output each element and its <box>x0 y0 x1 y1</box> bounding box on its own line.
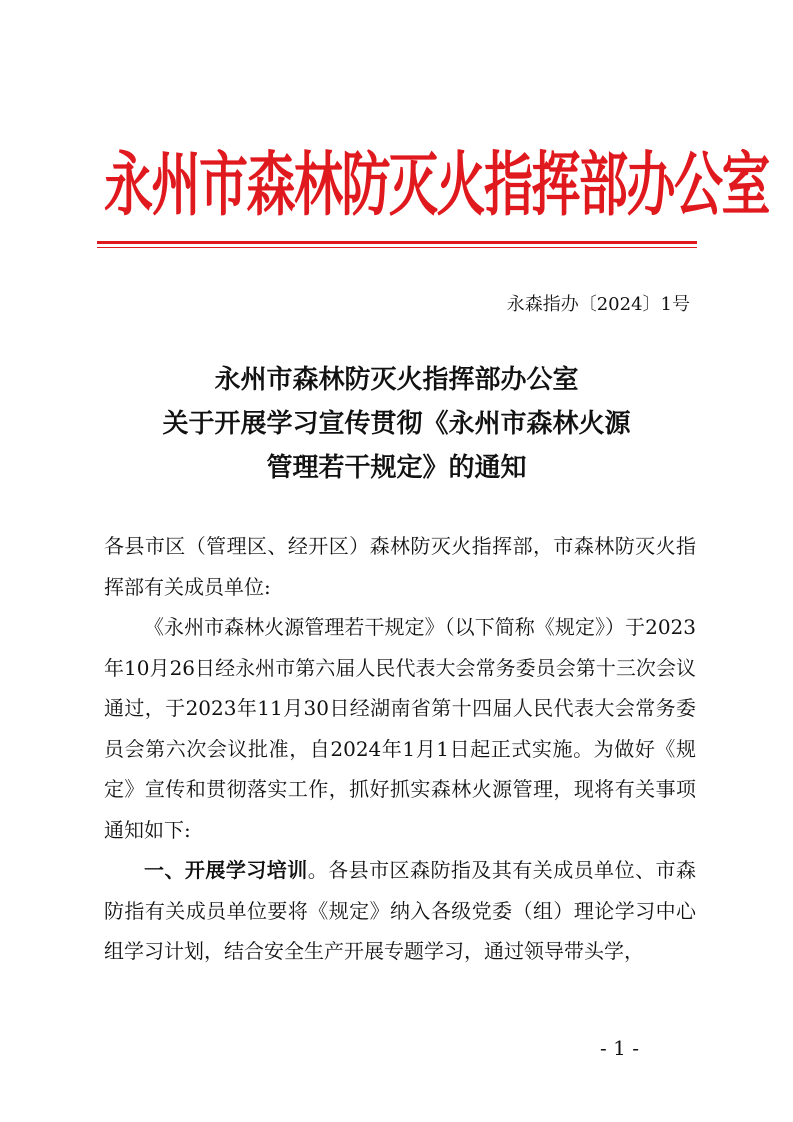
red-divider-thick <box>97 241 697 244</box>
document-number: 永森指办〔2024〕1号 <box>506 294 690 315</box>
page-number: - 1 - <box>600 1036 639 1060</box>
masthead-title: 永州市森林防灭火指挥部办公室 <box>104 144 770 226</box>
section-1-paragraph <box>104 850 696 972</box>
document-body <box>104 526 696 972</box>
section-1-heading: 一、开展学习培训 <box>144 858 308 882</box>
salutation: 各县市区（管理区、经开区）森林防灭火指挥部，市森林防灭火指挥部有关成员单位: <box>104 534 696 599</box>
title-line-1: 永州市森林防灭火指挥部办公室 <box>214 365 579 395</box>
intro-paragraph: 《永州市森林火源管理若干规定》（以下简称《规定》）于2023年10月26日经永州市第六届人民代表大会常务委员会第十三次会议通过，于2023年11月30日经湖南省第十四届人民代表大会常务委员会第六次会议批准，自2024年1月1日起正式实施。为做好《规定》宣传和贯彻落实工作，抓好抓实森林火源管理，现将有关事项通知如下: <box>104 615 696 842</box>
title-line-3: 管理若干规定》的通知 <box>266 453 527 483</box>
red-divider-thin <box>97 247 697 248</box>
title-line-2: 关于开展学习宣传贯彻《永州市森林火源 <box>162 409 631 439</box>
section-1-text: 。各县市区森防指及其有关成员单位、市森防指有关成员单位要将《规定》纳入各级党委（组）理论学习中心组学习计划，结合安全生产开展专题学习，通过领导带头学， <box>104 858 697 963</box>
document-title <box>60 358 733 490</box>
